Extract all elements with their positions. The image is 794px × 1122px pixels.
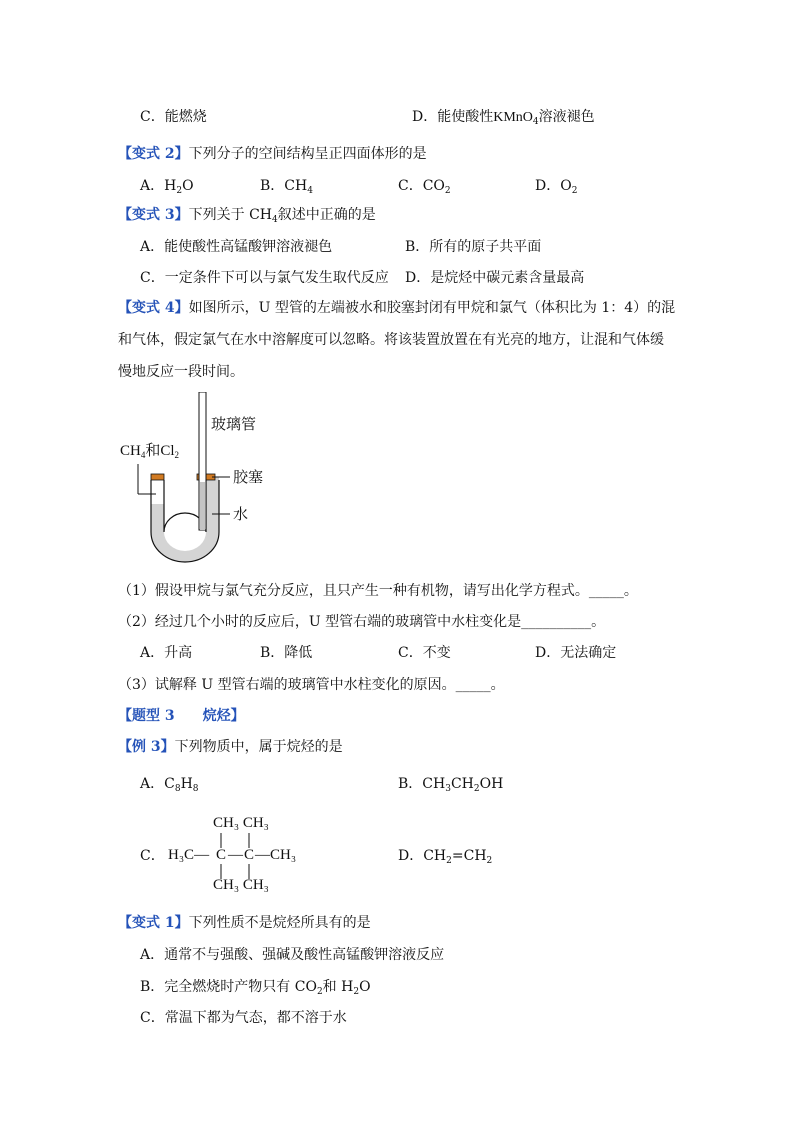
v2-option-a: A．$H_2O$ bbox=[140, 178, 194, 196]
option-c-burn: C．能燃烧 bbox=[140, 109, 207, 125]
v3-option-a: A．能使酸性高锰酸钾溶液褪色 bbox=[140, 239, 333, 255]
glass-tube-water bbox=[200, 482, 205, 530]
struct-carbon-1: C bbox=[216, 847, 227, 863]
ex3-option-a: A．$C_8H_8$ bbox=[140, 776, 199, 794]
v3-option-d: D．是烷烃中碳元素含量最高 bbox=[405, 270, 585, 286]
v4-question-1: （1）假设甲烷与氯气充分反应，且只产生一种有机物，请写出化学方程式。_____。 bbox=[118, 583, 638, 599]
option-d-text: D．能使酸性 bbox=[412, 109, 494, 125]
variant-4-line2: 和气体，假定氯气在水中溶解度可以忽略。将该装置放置在有光亮的地方，让混和气体缓 bbox=[118, 332, 664, 348]
struct-carbon-2: C bbox=[244, 847, 255, 863]
option-d-kmno4 bbox=[412, 108, 595, 127]
subscript: 4 bbox=[532, 117, 539, 127]
variant-4-line1: 如图所示，U 型管的左端被水和胶塞封闭有甲烷和氯气（体积比为 1：4）的混 bbox=[188, 300, 676, 316]
u-tube-figure bbox=[118, 392, 298, 582]
stopper-label: 胶塞 bbox=[233, 468, 264, 486]
v4-q2-option-b: B．降低 bbox=[260, 645, 313, 661]
variant-1-tag: 【变式 1】 bbox=[118, 915, 189, 931]
example-3 bbox=[118, 738, 343, 756]
struct-vertical-bonds bbox=[166, 812, 316, 894]
v4-question-2: （2）经过几个小时的反应后，U 型管右端的玻璃管中水柱变化是__________。 bbox=[118, 614, 606, 630]
example-3-text: 下列物质中，属于烷烃的是 bbox=[174, 739, 343, 755]
v1-option-b: B．完全燃烧时产物只有 $CO_2$和 $H_2O$ bbox=[140, 979, 371, 997]
v4-q2-option-a: A．升高 bbox=[140, 645, 193, 661]
v4-q2-option-c: C．不变 bbox=[398, 645, 451, 661]
v4-question-3: （3）试解释 U 型管右端的玻璃管中水柱变化的原因。_____。 bbox=[118, 677, 505, 693]
u-tube-diagram bbox=[118, 392, 298, 582]
struct-left-methyl: H₃C— bbox=[168, 847, 210, 863]
section-type-3: 【题型 3 烷烃】 bbox=[118, 708, 245, 724]
kmno4-formula: KMnO bbox=[493, 110, 533, 125]
v1-option-a: A．通常不与强酸、强碱及酸性高锰酸钾溶液反应 bbox=[140, 947, 445, 963]
v4-q2-option-d: D．无法确定 bbox=[535, 645, 617, 661]
v3-option-b: B．所有的原子共平面 bbox=[405, 239, 542, 255]
variant-4-tag: 【变式 4】 bbox=[118, 300, 189, 316]
ex3-option-c-label: C． bbox=[140, 848, 165, 864]
left-stopper bbox=[151, 474, 164, 480]
ex3-option-d: D．$CH_2=CH_2$ bbox=[398, 848, 493, 866]
example-3-tag: 【例 3】 bbox=[118, 739, 175, 755]
variant-2-tag: 【变式 2】 bbox=[118, 146, 189, 162]
gas-label: $CH_4$和$Cl_2$ bbox=[120, 443, 180, 460]
struct-right-methyl: —CH₃ bbox=[255, 847, 297, 863]
glass-tube-label: 玻璃管 bbox=[211, 415, 257, 433]
variant-4-line3: 慢地反应一段时间。 bbox=[118, 364, 244, 380]
struct-bottom-methyls: CH₃ CH₃ bbox=[213, 877, 269, 893]
question-variant-2 bbox=[118, 145, 427, 163]
option-d-suffix: 溶液褪色 bbox=[538, 109, 595, 125]
ex3-option-c-structure bbox=[166, 812, 316, 894]
variant-3-tag: 【变式 3】 bbox=[118, 207, 189, 223]
v2-option-b: B．$CH_4$ bbox=[260, 178, 313, 196]
struct-top-methyls: CH₃ CH₃ bbox=[213, 815, 269, 831]
v3-option-c: C．一定条件下可以与氯气发生取代反应 bbox=[140, 270, 389, 286]
ex3-option-b: B．$CH_3CH_2OH$ bbox=[398, 776, 504, 794]
struct-cc-bond: — bbox=[228, 847, 243, 863]
variant-1-text: 下列性质不是烷烃所具有的是 bbox=[188, 915, 371, 931]
variant-2-text: 下列分子的空间结构呈正四面体形的是 bbox=[188, 146, 427, 162]
question-variant-1 bbox=[118, 914, 371, 932]
water-label: 水 bbox=[233, 505, 249, 523]
v2-option-d: D．$O_2$ bbox=[535, 178, 578, 196]
v1-option-c: C．常温下都为气态，都不溶于水 bbox=[140, 1010, 347, 1026]
v2-option-c: C．$CO_2$ bbox=[398, 178, 451, 196]
question-variant-3: 【变式 3】下列关于 $CH_4$叙述中正确的是 bbox=[118, 207, 376, 225]
question-variant-4 bbox=[118, 299, 675, 317]
water-fill bbox=[151, 477, 219, 562]
